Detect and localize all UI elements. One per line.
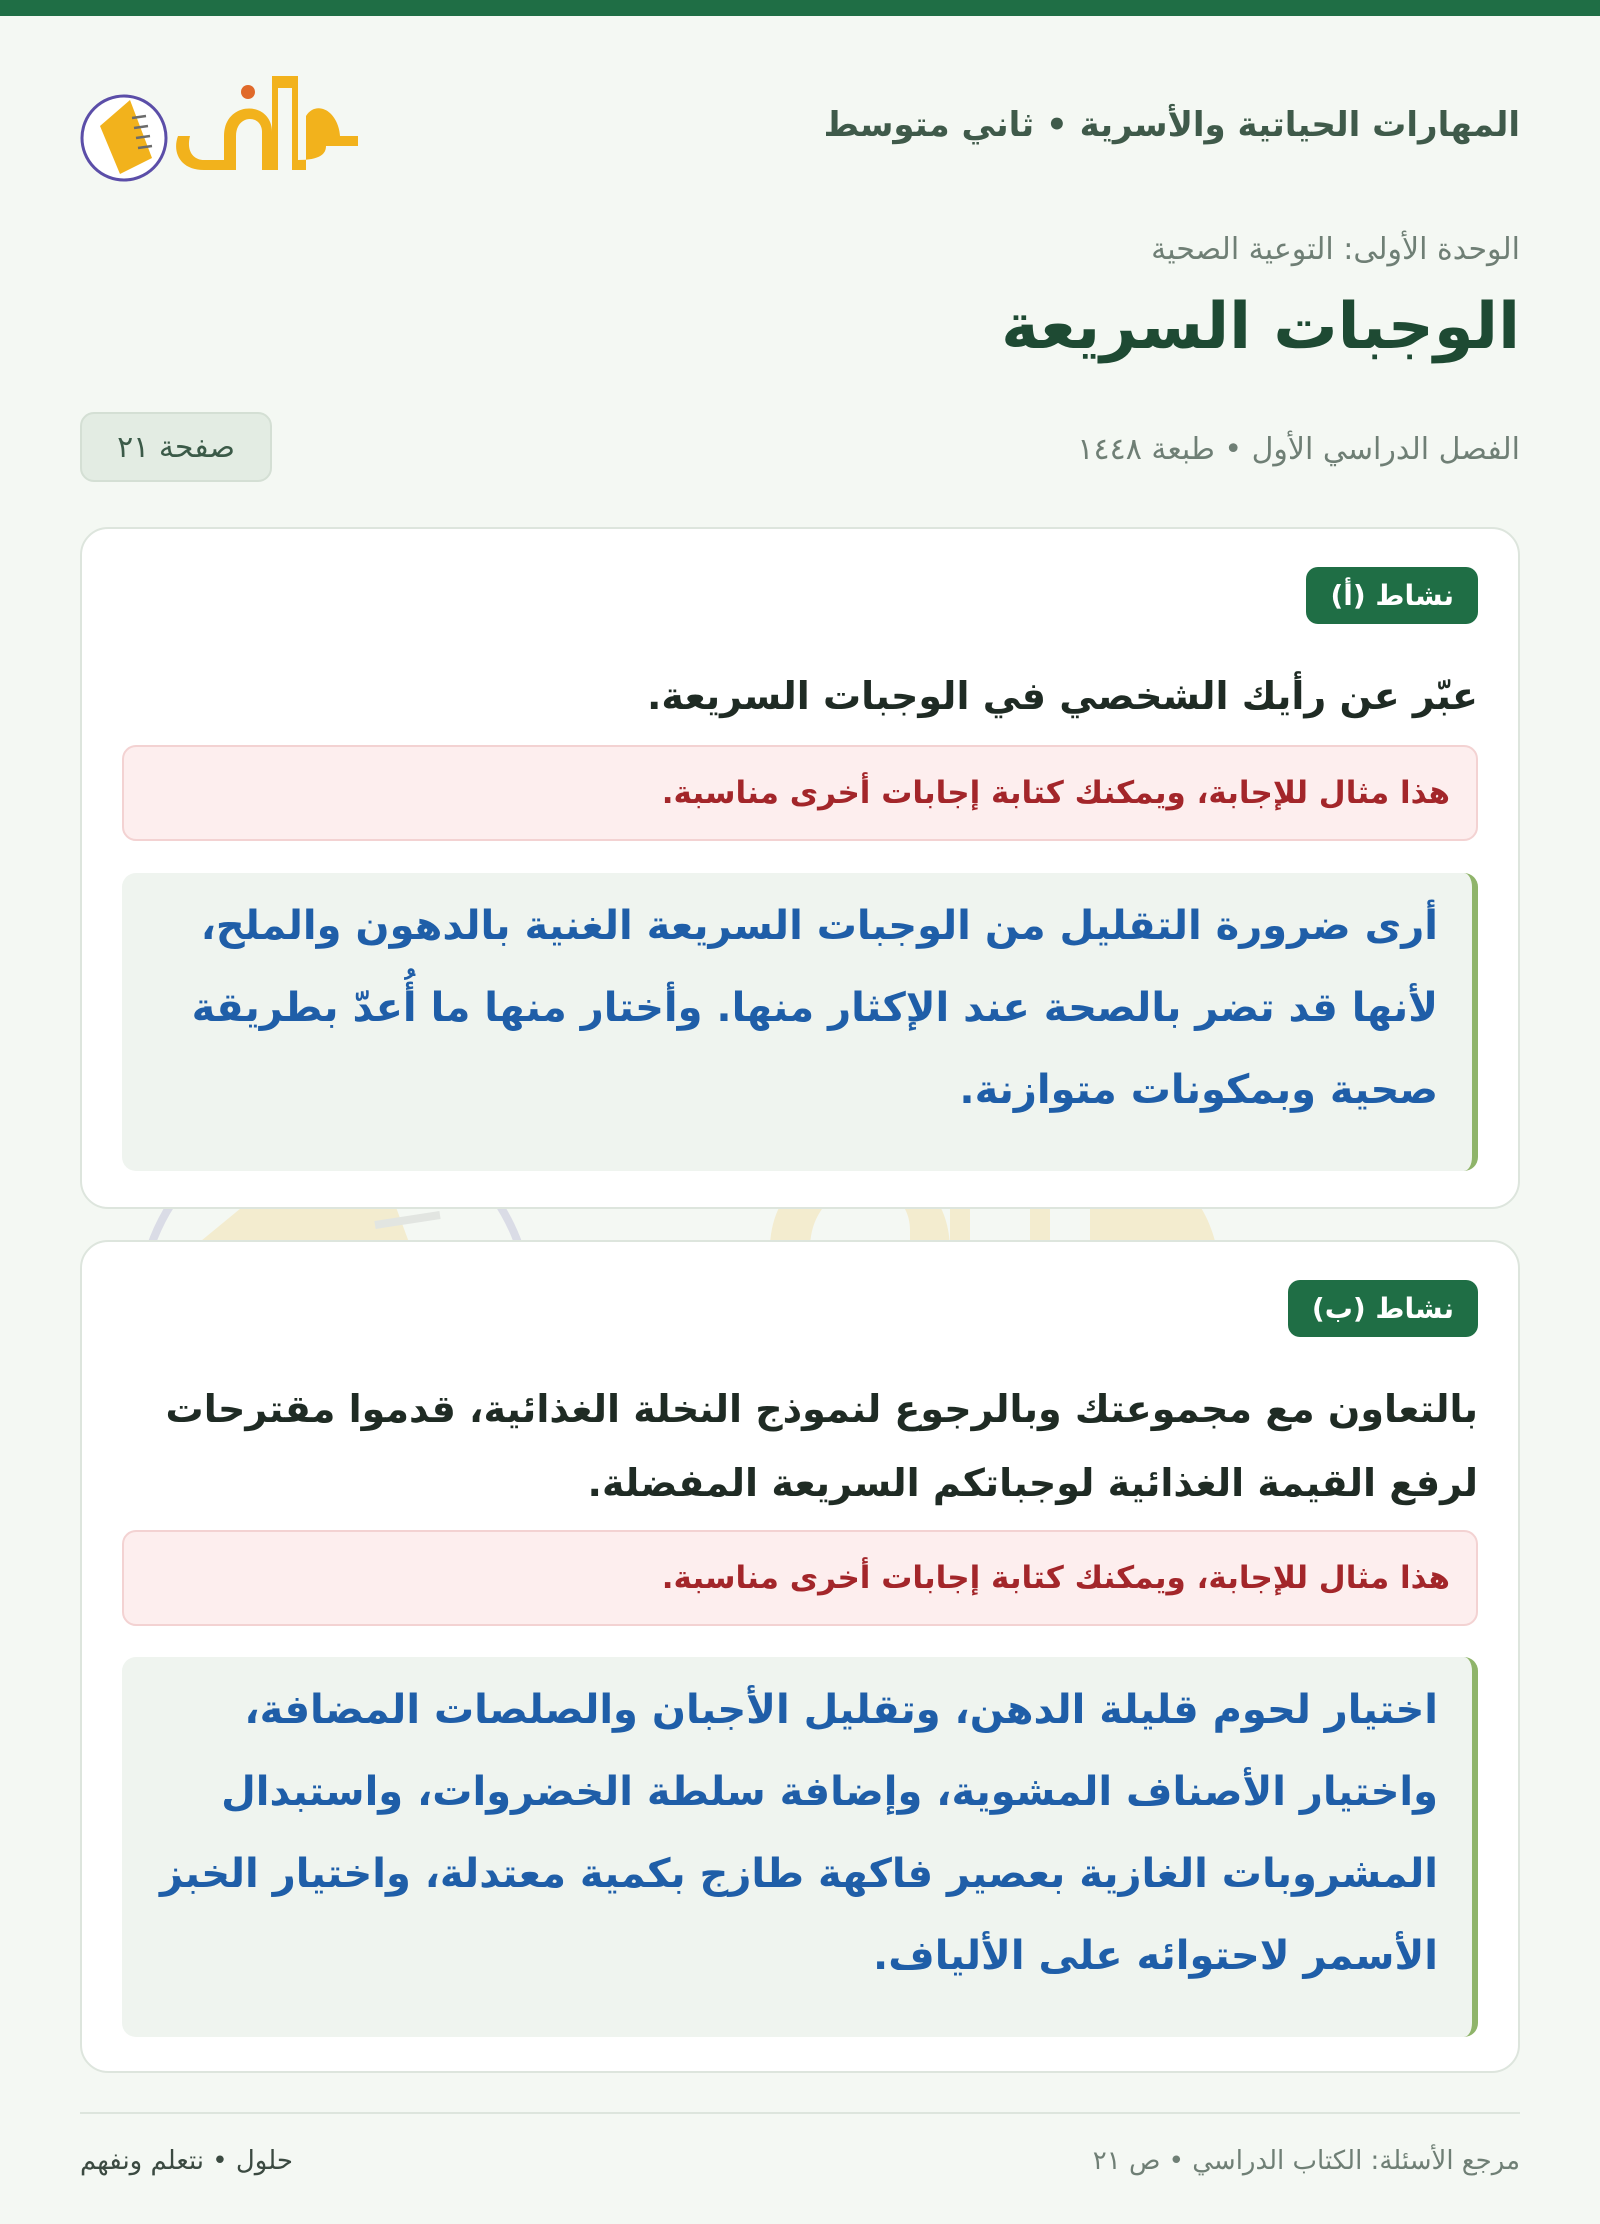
- activity-card-b: [80, 1240, 1520, 2073]
- activity-question: بالتعاون مع مجموعتك وبالرجوع لنموذج النخلة الغذائية، قدموا مقترحات لرفع القيمة الغذائية لوجباتكم السريعة المفضلة.: [165, 1387, 1478, 1505]
- top-accent-bar: [0, 0, 1600, 16]
- answer-note: هذا مثال للإجابة، ويمكنك كتابة إجابات أخرى مناسبة.: [122, 1530, 1478, 1626]
- footer-reference: مرجع الأسئلة: الكتاب الدراسي • ص ٢١: [1092, 2146, 1520, 2176]
- page-header: [80, 60, 1520, 200]
- footer-divider: [80, 2112, 1520, 2114]
- subject-title: المهارات الحياتية والأسرية • ثاني متوسط: [823, 105, 1520, 145]
- activity-card-a: [80, 527, 1520, 1209]
- page-number-badge: صفحة ٢١: [80, 412, 272, 482]
- lesson-title: الوجبات السريعة: [1001, 290, 1520, 364]
- footer-brand: حلول • نتعلم ونفهم: [80, 2146, 293, 2176]
- answer-text: أرى ضرورة التقليل من الوجبات السريعة الغنية بالدهون والملح، لأنها قد تضر بالصحة عند الإكثار منها. وأختار منها ما أُعدّ بطريقة صحية وبمكونات متوازنة.: [122, 873, 1478, 1171]
- answer-text: اختيار لحوم قليلة الدهن، وتقليل الأجبان والصلصات المضافة، واختيار الأصناف المشوية، وإضافة سلطة الخضروات، واستبدال المشروبات الغازية بعصير فاكهة طازج بكمية معتدلة، واختيار الخبز الأسمر لاحتوائه على الألياف.: [122, 1657, 1478, 2037]
- answer-note: هذا مثال للإجابة، ويمكنك كتابة إجابات أخرى مناسبة.: [122, 745, 1478, 841]
- holool-logo[interactable]: [80, 66, 370, 196]
- unit-label: الوحدة الأولى: التوعية الصحية: [1151, 232, 1520, 267]
- lesson-meta: الفصل الدراسي الأول • طبعة ١٤٤٨: [1077, 432, 1520, 467]
- activity-tag: نشاط (أ): [1306, 567, 1478, 624]
- activity-tag: نشاط (ب): [1288, 1280, 1478, 1337]
- activity-question: عبّر عن رأيك الشخصي في الوجبات السريعة.: [646, 674, 1478, 718]
